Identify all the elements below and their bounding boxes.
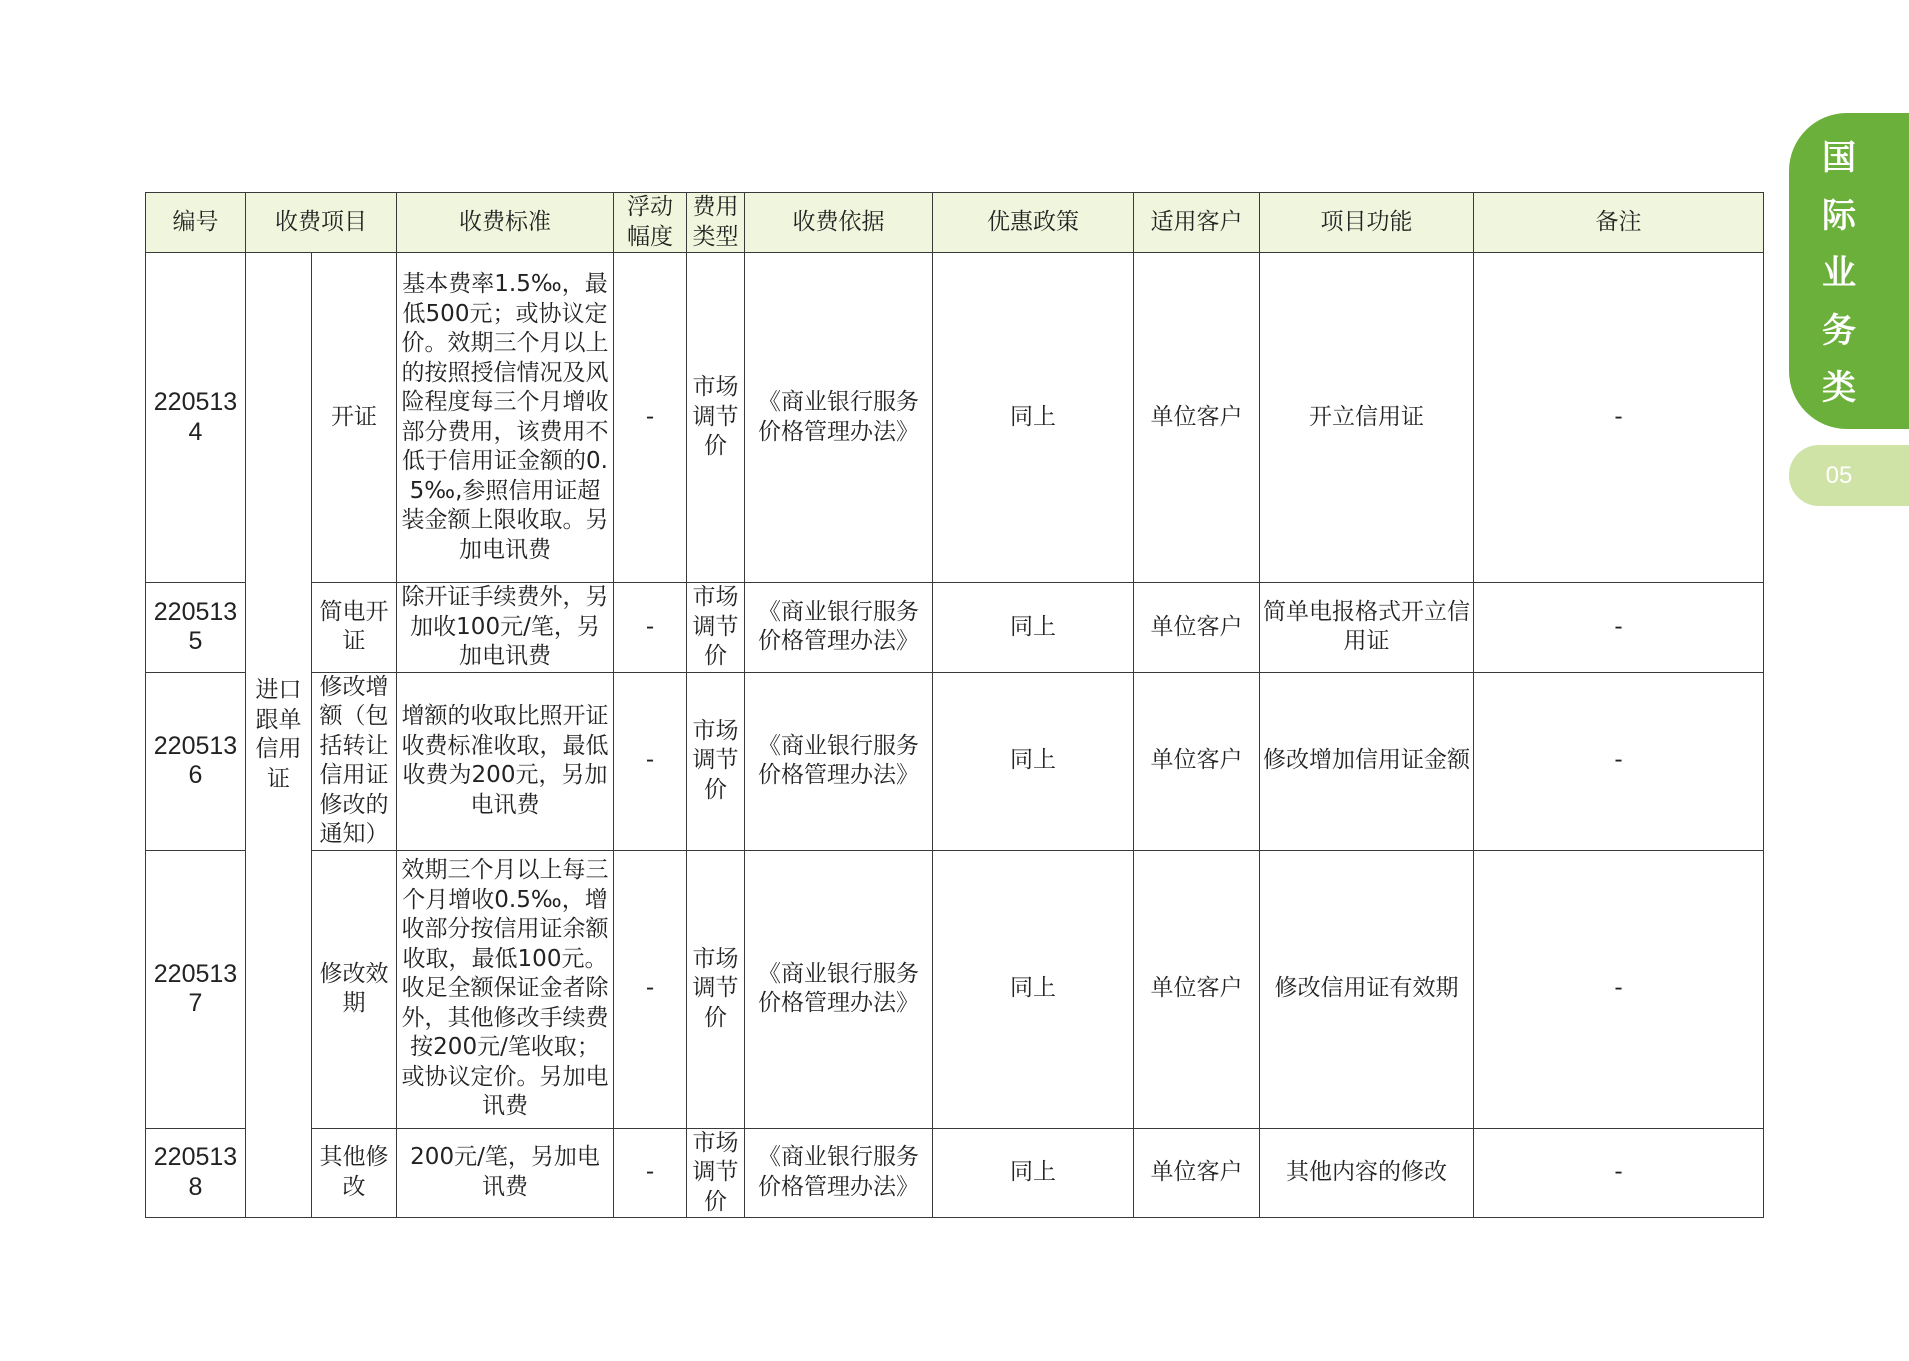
row-float-range: -: [614, 672, 687, 850]
category-char: 务: [1822, 310, 1856, 351]
row-item: 简电开证: [312, 583, 397, 673]
table-row: [146, 583, 1764, 673]
category-char: 国: [1822, 138, 1856, 178]
header-standard: 收费标准: [397, 193, 614, 253]
row-code: 2205137: [146, 850, 246, 1128]
row-policy: 同上: [933, 583, 1134, 673]
header-code: 编号: [146, 193, 246, 253]
row-standard: 效期三个月以上每三个月增收0.5‰，增收部分按信用证余额收取，最低100元。收足全额保证金者除外，其他修改手续费按200元/笔收取；或协议定价。另加电讯费: [397, 850, 614, 1128]
row-standard: 基本费率1.5‰，最低500元；或协议定价。效期三个月以上的按照授信情况及风险程度每三个月增收部分费用，该费用不低于信用证金额的0.5‰,参照信用证超装金额上限收取。另加电讯费: [397, 253, 614, 583]
row-function: 其他内容的修改: [1260, 1128, 1474, 1218]
row-code: 2205134: [146, 253, 246, 583]
category-char: 际: [1822, 195, 1856, 236]
header-remark: 备注: [1474, 193, 1764, 253]
row-function: 简单电报格式开立信用证: [1260, 583, 1474, 673]
row-code: 2205135: [146, 583, 246, 673]
row-standard: 200元/笔，另加电讯费: [397, 1128, 614, 1218]
row-float-range: -: [614, 253, 687, 583]
table-row: [146, 850, 1764, 1128]
row-float-range: -: [614, 850, 687, 1128]
row-basis: 《商业银行服务价格管理办法》: [745, 1128, 933, 1218]
row-customer: 单位客户: [1134, 672, 1260, 850]
header-basis: 收费依据: [745, 193, 933, 253]
row-item: 修改效期: [312, 850, 397, 1128]
header-float-range: 浮动幅度: [614, 193, 687, 253]
row-fee-type: 市场调节价: [687, 850, 745, 1128]
row-customer: 单位客户: [1134, 253, 1260, 583]
row-policy: 同上: [933, 672, 1134, 850]
header-row: [146, 193, 1764, 253]
table-row: [146, 1128, 1764, 1218]
row-customer: 单位客户: [1134, 1128, 1260, 1218]
header-policy: 优惠政策: [933, 193, 1134, 253]
table-row: [146, 253, 1764, 583]
header-function: 项目功能: [1260, 193, 1474, 253]
row-basis: 《商业银行服务价格管理办法》: [745, 583, 933, 673]
group-label: 进口跟单信用证: [246, 253, 312, 1218]
table-row: [146, 672, 1764, 850]
row-item: 其他修改: [312, 1128, 397, 1218]
row-code: 2205136: [146, 672, 246, 850]
row-function: 修改增加信用证金额: [1260, 672, 1474, 850]
row-standard: 除开证手续费外，另加收100元/笔，另加电讯费: [397, 583, 614, 673]
row-code: 2205138: [146, 1128, 246, 1218]
row-policy: 同上: [933, 253, 1134, 583]
row-function: 开立信用证: [1260, 253, 1474, 583]
row-remark: -: [1474, 850, 1764, 1128]
row-policy: 同上: [933, 850, 1134, 1128]
page-number: 05: [1825, 461, 1853, 489]
row-customer: 单位客户: [1134, 850, 1260, 1128]
row-function: 修改信用证有效期: [1260, 850, 1474, 1128]
header-fee-type: 费用类型: [687, 193, 745, 253]
row-fee-type: 市场调节价: [687, 1128, 745, 1218]
header-item: 收费项目: [246, 193, 397, 253]
row-basis: 《商业银行服务价格管理办法》: [745, 253, 933, 583]
row-float-range: -: [614, 1128, 687, 1218]
row-standard: 增额的收取比照开证收费标准收取，最低收费为200元，另加电讯费: [397, 672, 614, 850]
row-remark: -: [1474, 583, 1764, 673]
row-fee-type: 市场调节价: [687, 583, 745, 673]
row-item: 开证: [312, 253, 397, 583]
fee-table: [145, 192, 1764, 1218]
category-tab-label: [1789, 138, 1889, 408]
row-fee-type: 市场调节价: [687, 672, 745, 850]
row-policy: 同上: [933, 1128, 1134, 1218]
row-remark: -: [1474, 1128, 1764, 1218]
row-item: 修改增额（包括转让信用证修改的通知）: [312, 672, 397, 850]
row-fee-type: 市场调节价: [687, 253, 745, 583]
category-char: 业: [1822, 253, 1856, 293]
category-char: 类: [1822, 368, 1856, 408]
row-float-range: -: [614, 583, 687, 673]
row-customer: 单位客户: [1134, 583, 1260, 673]
row-remark: -: [1474, 672, 1764, 850]
header-customer: 适用客户: [1134, 193, 1260, 253]
row-basis: 《商业银行服务价格管理办法》: [745, 672, 933, 850]
row-basis: 《商业银行服务价格管理办法》: [745, 850, 933, 1128]
row-remark: -: [1474, 253, 1764, 583]
